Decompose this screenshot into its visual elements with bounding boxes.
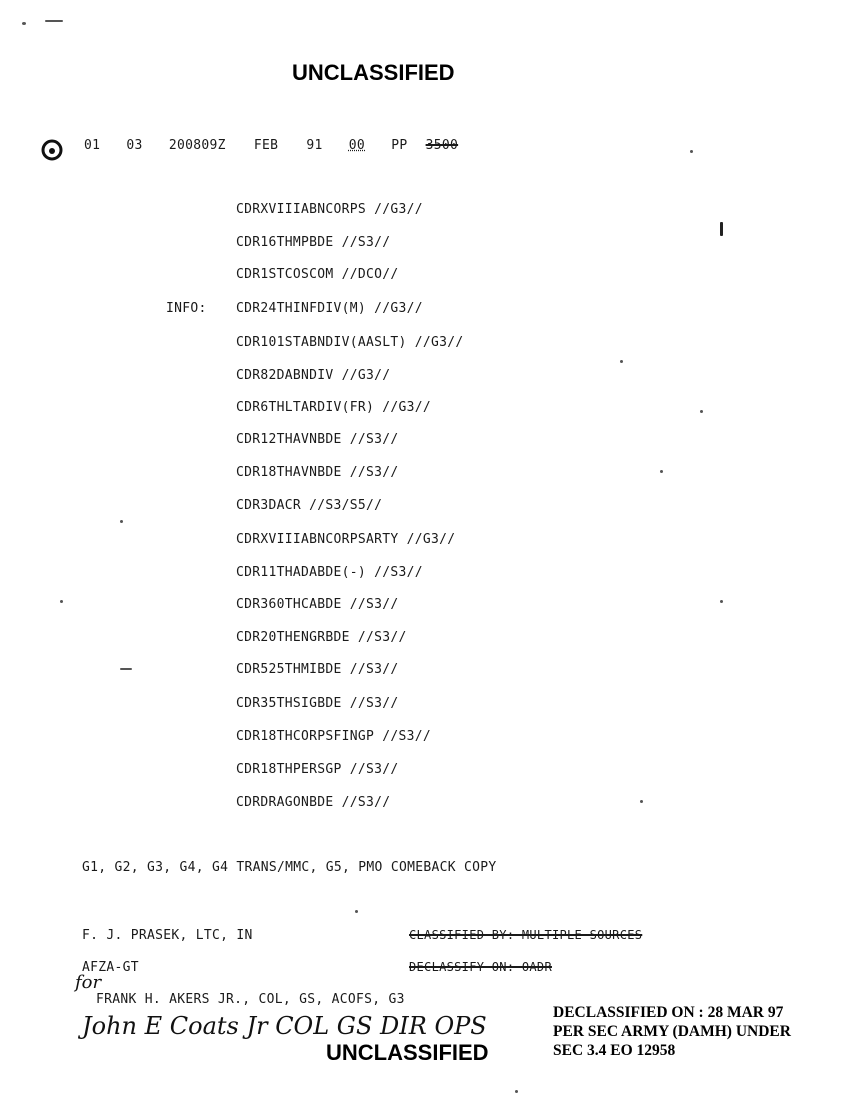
classification-banner-top: UNCLASSIFIED <box>292 60 455 85</box>
hole-punch-mark <box>40 138 64 162</box>
declass-stamp-line: SEC 3.4 EO 12958 <box>553 1042 676 1059</box>
office-symbol: AFZA-GT <box>82 960 139 975</box>
declass-stamp-line: PER SEC ARMY (DAMH) UNDER <box>553 1023 791 1040</box>
classification-banner-bottom: UNCLASSIFIED <box>326 1040 489 1065</box>
info-addressee: CDR82DABNDIV //G3// <box>236 368 391 383</box>
info-addressee: CDRDRAGONBDE //S3// <box>236 795 391 810</box>
scan-speck <box>22 22 26 25</box>
declassification-stamp <box>553 1003 791 1060</box>
header-seq-2: 03 <box>126 138 143 153</box>
info-addressee: CDR24THINFDIV(M) //G3// <box>236 301 423 316</box>
action-addressee: CDR16THMPBDE //S3// <box>236 235 391 250</box>
info-addressee: CDR20THENGRBDE //S3// <box>236 630 407 645</box>
distribution-line: G1, G2, G3, G4, G4 TRANS/MMC, G5, PMO COMEBACK COPY <box>82 860 497 875</box>
scan-speck <box>60 600 63 603</box>
info-addressee: CDR525THMIBDE //S3// <box>236 662 399 677</box>
classified-by-struck: CLASSIFIED BY: MULTIPLE SOURCES <box>409 928 643 942</box>
header-code-1: 00 <box>348 138 366 153</box>
header-year: 91 <box>306 138 323 153</box>
info-addressee: CDR6THLTARDIV(FR) //G3// <box>236 400 432 415</box>
header-seq-1: 01 <box>84 138 101 153</box>
scan-speck <box>640 800 643 803</box>
info-addressee: CDR35THSIGBDE //S3// <box>236 696 399 711</box>
scan-speck <box>660 470 663 473</box>
info-addressee: CDR12THAVNBDE //S3// <box>236 432 399 447</box>
info-addressee: CDR18THAVNBDE //S3// <box>236 465 399 480</box>
info-addressee: CDR18THPERSGP //S3// <box>236 762 399 777</box>
header-code-2: PP <box>391 138 408 153</box>
scan-speck <box>720 600 723 603</box>
releaser-line: FRANK H. AKERS JR., COL, GS, ACOFS, G3 <box>96 992 405 1007</box>
info-addressee: CDR11THADABDE(-) //S3// <box>236 565 423 580</box>
message-header-line <box>84 138 458 153</box>
info-addressee: CDR18THCORPSFINGP //S3// <box>236 729 432 744</box>
scan-speck <box>620 360 623 363</box>
scan-speck <box>700 410 703 413</box>
scan-speck <box>720 222 723 236</box>
action-addressee: CDRXVIIIABNCORPS //G3// <box>236 202 423 217</box>
scan-speck <box>120 668 132 670</box>
drafter-line: F. J. PRASEK, LTC, IN <box>82 928 253 943</box>
info-addressee: CDR360THCABDE //S3// <box>236 597 399 612</box>
header-month: FEB <box>253 138 279 153</box>
scan-speck <box>690 150 693 153</box>
scan-speck <box>45 20 63 22</box>
handwritten-signature: John E Coats Jr COL GS DIR OPS <box>82 1012 487 1040</box>
handwritten-for: for <box>75 972 102 993</box>
info-addressee: CDRXVIIIABNCORPSARTY //G3// <box>236 532 456 547</box>
info-label: INFO: <box>166 301 207 316</box>
header-dtg: 200809Z <box>168 138 226 153</box>
info-addressee: CDR3DACR //S3/S5// <box>236 498 383 513</box>
scan-speck <box>120 520 123 523</box>
scan-speck <box>355 910 358 913</box>
info-addressee: CDR101STABNDIV(AASLT) //G3// <box>236 335 464 350</box>
action-addressee: CDR1STCOSCOM //DCO// <box>236 267 399 282</box>
scan-speck <box>515 1090 518 1093</box>
declassify-on-struck: DECLASSIFY ON: OADR <box>409 960 552 974</box>
header-struck-number: 3500 <box>425 138 459 153</box>
declass-stamp-line: DECLASSIFIED ON : 28 MAR 97 <box>553 1004 784 1021</box>
